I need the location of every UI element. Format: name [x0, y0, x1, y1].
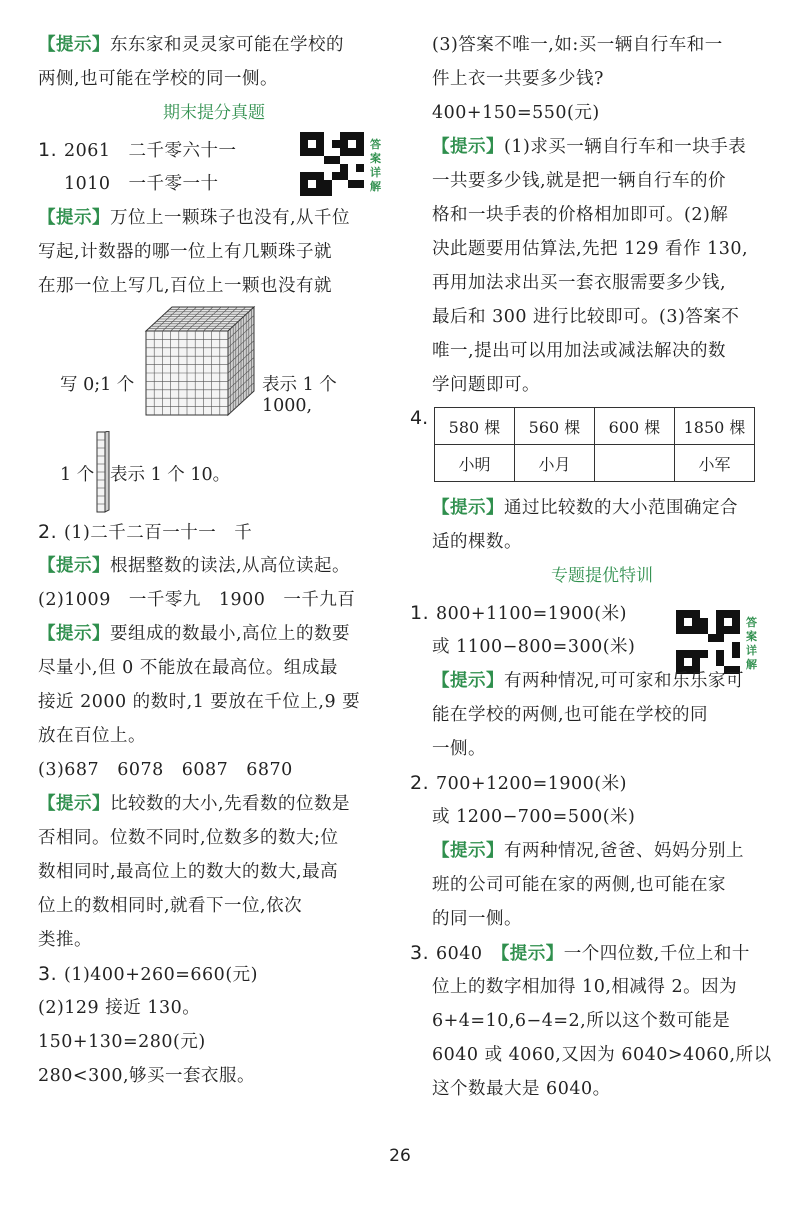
text-line: 唯一,提出可以用加法或减法解决的数 [432, 341, 727, 361]
trees-table [434, 407, 755, 482]
text-line: 能在学校的两侧,也可能在学校的同 [432, 705, 709, 725]
text-line: 决此题要用估算法,先把 129 看作 130, [432, 239, 749, 259]
answer-line: 件上衣一共要多少钱? [432, 69, 604, 89]
answer-line: (3)687 6078 6087 6870 [38, 760, 293, 780]
text-line: 类推。 [38, 930, 92, 950]
table-cell: 580 棵 [435, 408, 515, 445]
text-line: 最后和 300 进行比较即可。(3)答案不 [432, 307, 740, 327]
text-line: 班的公司可能在家的两侧,也可能在家 [432, 875, 727, 895]
tip-line: 【提示】有两种情况,可可家和乐乐家可 [432, 671, 745, 691]
right-column [410, 30, 772, 1108]
thousand-cube-icon [144, 305, 256, 417]
tip-line: 【提示】要组成的数最小,高位上的数要 [38, 624, 351, 644]
rod-row: 1 个 表示 1 个 10。 [38, 431, 390, 517]
table-cell: 小月 [515, 445, 595, 482]
table-cell: 1850 棵 [675, 408, 755, 445]
section-title: 专题提优特训 [551, 566, 653, 586]
text-line: 6+4=10,6−4=2,所以这个数可能是 [432, 1011, 731, 1031]
text-line: 一共要多少钱,就是把一辆自行车的价 [432, 171, 727, 191]
text-line: 的同一侧。 [432, 909, 522, 929]
qr-caption: 答案详解 [370, 138, 381, 193]
text-line: 这个数最大是 6040。 [432, 1079, 611, 1099]
answer-line: 150+130=280(元) [38, 1032, 206, 1052]
table-cell [595, 445, 675, 482]
text-line: 学问题即可。 [432, 375, 540, 395]
text-line: 否相同。位数不同时,位数多的数大;位 [38, 828, 339, 848]
text-line: 再用加法求出买一套衣服需要多少钱, [432, 273, 727, 293]
text-line: 数相同时,最高位上的数大的数大,最高 [38, 862, 339, 882]
text-line: 在那一位上写几,百位上一颗也没有就 [38, 276, 333, 296]
question-3: 3. (1)400+260=660(元) [38, 963, 258, 985]
text-line: 写起,计数器的哪一位上有几颗珠子就 [38, 242, 333, 262]
special-question-2: 2. 700+1200=1900(米) [410, 772, 627, 794]
text-line: 尽量小,但 0 不能放在最高位。组成最 [38, 658, 338, 678]
qr-code-icon[interactable] [300, 132, 364, 196]
ten-rod-icon [96, 431, 110, 513]
question-4: 4. 580 棵 560 棵 600 棵 1850 棵 小明 小月 小军 [432, 407, 772, 487]
text-line: 放在百位上。 [38, 726, 146, 746]
table-cell: 小明 [435, 445, 515, 482]
section-title: 期末提分真题 [163, 103, 265, 123]
text-line: 格和一块手表的价格相加即可。(2)解 [432, 205, 729, 225]
answer-line: 或 1200−700=500(米) [432, 807, 636, 827]
text-line: 接近 2000 的数时,1 要放在千位上,9 要 [38, 692, 361, 712]
answer-line: 1010 一千零一十 [64, 174, 219, 194]
tip-line: 【提示】比较数的大小,先看数的位数是 [38, 794, 351, 814]
tip-line: 【提示】(1)求买一辆自行车和一块手表 [432, 137, 747, 157]
special-question-3: 3. 6040 【提示】一个四位数,千位上和十 [410, 942, 750, 964]
qr-caption: 答案详解 [746, 616, 757, 671]
answer-line: 280<300,够买一套衣服。 [38, 1066, 256, 1086]
text-line: 位上的数字相加得 10,相减得 2。因为 [432, 977, 738, 997]
tip-line: 【提示】根据整数的读法,从高位读起。 [38, 556, 351, 576]
question-1: 1. 2061 二千零六十一 [38, 139, 237, 161]
table-cell: 小军 [675, 445, 755, 482]
text-line: 【提示】东东家和灵灵家可能在学校的 [38, 35, 344, 55]
text-line: 适的棵数。 [432, 532, 522, 552]
answer-line: 400+150=550(元) [432, 103, 600, 123]
tip-line: 【提示】万位上一颗珠子也没有,从千位 [38, 208, 351, 228]
text-line: 一侧。 [432, 739, 486, 759]
text-line: 6040 或 4060,又因为 6040>4060,所以 [432, 1045, 772, 1065]
page-number: 26 [389, 1146, 411, 1166]
text-line: 两侧,也可能在学校的同一侧。 [38, 69, 279, 89]
answer-line: 或 1100−800=300(米) [432, 637, 636, 657]
question-2: 2. (1)二千二百一十一 千 [38, 521, 253, 543]
special-question-1: 1. 800+1100=1900(米) [410, 602, 627, 624]
text-line: 位上的数相同时,就看下一位,依次 [38, 896, 303, 916]
answer-line: (2)129 接近 130。 [38, 998, 201, 1018]
tip-label: 【提示】 [38, 35, 110, 55]
cube-row: 写 0;1 个 表示 1 个 1000, [38, 305, 390, 431]
answer-line: (3)答案不唯一,如:买一辆自行车和一 [432, 35, 723, 55]
tip-line: 【提示】通过比较数的大小范围确定合 [432, 498, 738, 518]
answer-line: (2)1009 一千零九 1900 一千九百 [38, 590, 356, 610]
tip-line: 【提示】有两种情况,爸爸、妈妈分别上 [432, 841, 745, 861]
table-cell: 600 棵 [595, 408, 675, 445]
table-cell: 560 棵 [515, 408, 595, 445]
